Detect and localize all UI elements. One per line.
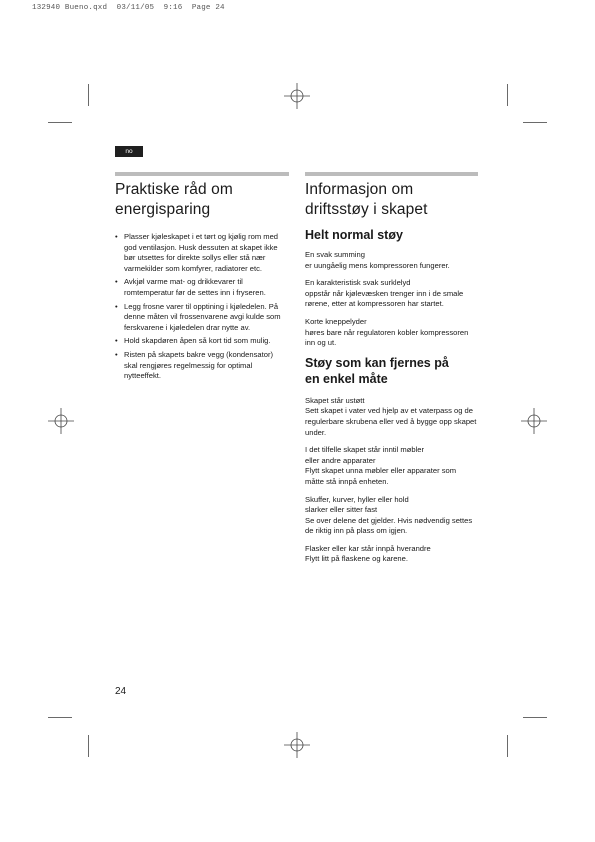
right-column <box>305 180 477 565</box>
fix-paragraph <box>305 495 477 537</box>
para-line: Skapet står ustøtt <box>305 395 365 405</box>
para-line: Skuffer, kurver, hyller eller hold <box>305 494 409 504</box>
noise-paragraph <box>305 278 477 310</box>
crop-mark-icon <box>48 122 72 123</box>
right-title <box>305 180 477 220</box>
left-column <box>115 180 287 385</box>
left-header-rule <box>115 172 289 176</box>
para-line: Sett skapet i vater ved hjelp av et vaterpass og de regulerbare skrubena eller ved å bygge opp skapet under. <box>305 406 477 437</box>
left-title <box>115 180 287 220</box>
heading-line: en enkel måte <box>305 371 388 386</box>
para-line: eller andre apparater <box>305 455 376 465</box>
para-line: Korte kneppelyder <box>305 316 367 326</box>
fix-paragraph <box>305 445 477 487</box>
crop-mark-icon <box>88 84 89 106</box>
list-item <box>115 336 287 347</box>
energy-tips-list <box>115 232 287 382</box>
bullet-icon: • <box>115 277 118 287</box>
list-item <box>115 302 287 334</box>
para-line: I det tilfelle skapet står inntil møbler <box>305 445 425 455</box>
list-item-text: Avkjøl varme mat- og drikkevarer til romtemperatur før de settes inn i fryseren. <box>124 277 266 297</box>
section-heading-removable-noise <box>305 355 477 387</box>
list-item-text: Hold skapdøren åpen så kort tid som mulig. <box>124 336 271 346</box>
crop-mark-icon <box>48 717 72 718</box>
crop-mark-icon <box>507 84 508 106</box>
para-line: Flytt skapet unna møbler eller apparater som måtte stå innpå enheten. <box>305 466 457 486</box>
para-line: En svak summing <box>305 250 365 259</box>
crop-mark-icon <box>523 122 547 123</box>
list-item <box>115 232 287 274</box>
para-line: oppstår når kjølevæsken trenger inn i de smale rørene, etter at kompressoren har startet. <box>305 288 464 309</box>
right-title-line: Informasjon om <box>305 181 414 198</box>
para-line: er uungåelig mens kompressoren fungerer. <box>305 260 450 270</box>
left-title-line: energisparing <box>115 201 211 218</box>
list-item-text: Plasser kjøleskapet i et tørt og kjølig rom med god ventilasjon. Husk dessuten at skapet ikke bør utsettes for direkte sollys eller stå nær varmekilder som komfyrer, radiatorer etc. <box>124 232 279 273</box>
crop-mark-icon <box>523 717 547 718</box>
para-line: Flasker eller kar står innpå hverandre <box>305 543 431 553</box>
heading-line: Støy som kan fjernes på <box>305 355 449 370</box>
list-item-text: Risten på skapets bakre vegg (kondensator) skal rengjøres regelmessig for optimal nytteeffekt. <box>124 349 274 381</box>
para-line: Flytt litt på flaskene og karene. <box>305 554 408 564</box>
bullet-icon: • <box>115 349 118 359</box>
noise-paragraph <box>305 317 477 349</box>
para-line: En karakteristisk svak surklelyd <box>305 278 411 288</box>
right-title-line: driftsstøy i skapet <box>305 201 428 218</box>
para-line: slarker eller sitter fast <box>305 505 378 515</box>
noise-paragraph <box>305 250 477 271</box>
registration-mark-icon <box>521 408 547 434</box>
para-line: høres bare når regulatoren kobler kompressoren inn og ut. <box>305 327 469 348</box>
print-slug: 132940 Bueno.qxd 03/11/05 9:16 Page 24 <box>32 4 225 12</box>
registration-mark-icon <box>284 732 310 758</box>
right-header-rule <box>305 172 478 176</box>
registration-mark-icon <box>284 83 310 109</box>
fix-paragraph <box>305 396 477 438</box>
bullet-icon: • <box>115 232 118 241</box>
section-heading-normal-noise: Helt normal støy <box>305 228 403 242</box>
crop-mark-icon <box>507 735 508 757</box>
registration-mark-icon <box>48 408 74 434</box>
page-number: 24 <box>115 686 127 697</box>
fix-paragraph <box>305 544 477 565</box>
language-badge: no <box>115 146 143 157</box>
crop-mark-icon <box>88 735 89 757</box>
bullet-icon: • <box>115 336 118 346</box>
list-item <box>115 350 287 382</box>
list-item <box>115 277 287 298</box>
bullet-icon: • <box>115 301 118 311</box>
left-title-line: Praktiske råd om <box>115 181 233 198</box>
list-item-text: Legg frosne varer til opptining i kjøledelen. På denne måten vil frossenvarene avgi kulde som ferskvarene i kjøledelen drar nytte av. <box>124 301 281 332</box>
para-line: Se over delene det gjelder. Hvis nødvendig settes de riktig inn på plass om igjen. <box>305 515 473 536</box>
